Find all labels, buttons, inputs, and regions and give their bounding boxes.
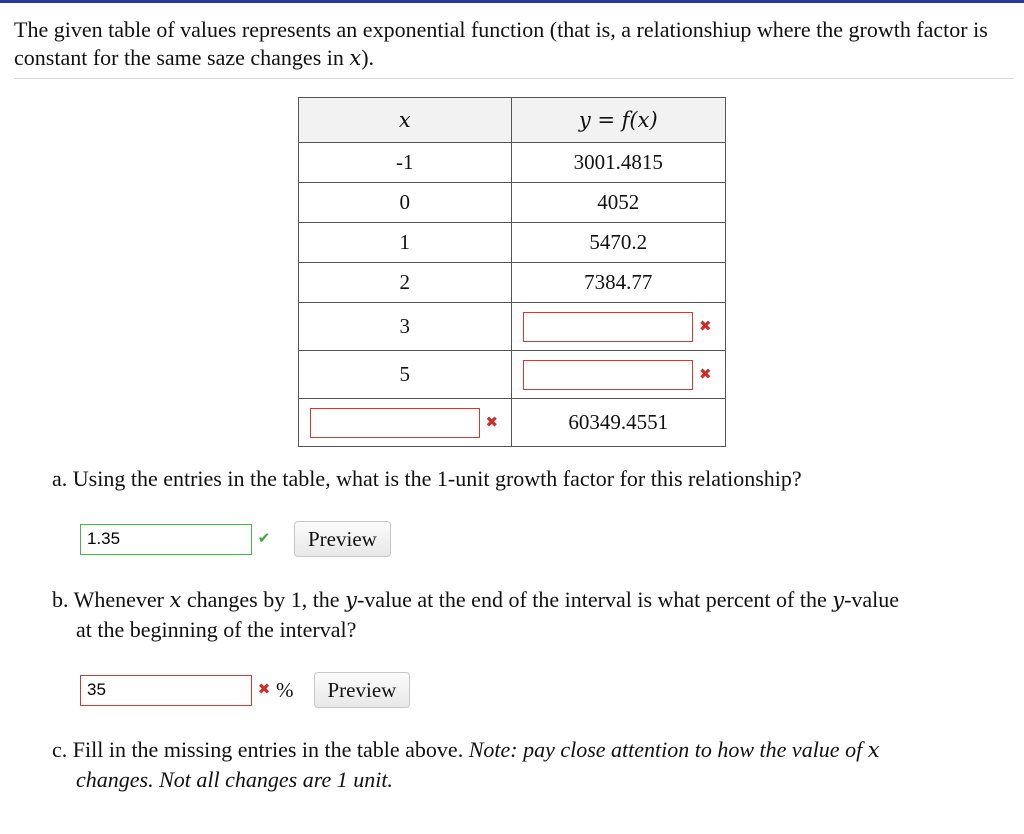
intro-var: x — [349, 46, 362, 70]
cross-icon: ✖ — [698, 318, 712, 335]
cell-y: 4052 — [511, 183, 725, 223]
cross-icon: ✖ — [485, 414, 499, 431]
answer-b-row — [80, 672, 410, 708]
header-x: x — [299, 98, 512, 143]
growth-factor-input[interactable] — [80, 524, 252, 555]
cell-y: 60349.4551 — [511, 399, 725, 447]
intro-text: The given table of values represents an exponential function (that is, a relationshiup where the growth factor is constant for the same saze changes in — [14, 17, 988, 70]
table-row — [299, 143, 726, 183]
top-rule — [0, 0, 1024, 3]
header-y: y = f(x) — [511, 98, 725, 143]
problem-intro — [14, 16, 1014, 79]
intro-text-end: ). — [361, 45, 375, 70]
table-row — [299, 183, 726, 223]
answer-wrap — [523, 312, 713, 342]
cell-y: 5470.2 — [511, 223, 725, 263]
cross-icon: ✖ — [257, 682, 271, 698]
table-row — [299, 223, 726, 263]
percent-unit: % — [276, 677, 294, 702]
question-b: b. Whenever x changes by 1, the y-value at the end of the interval is what percent of the y-value at the beginning of the interval? — [52, 587, 900, 642]
table-row — [299, 303, 726, 351]
table-row — [299, 263, 726, 303]
check-icon: ✔ — [257, 531, 271, 547]
answer-input-x-missing[interactable] — [310, 408, 480, 438]
cell-x: 5 — [299, 351, 512, 399]
answer-wrap — [523, 360, 713, 390]
preview-button-b[interactable]: Preview — [314, 672, 411, 708]
answer-a-row — [80, 521, 391, 557]
cell-x: 2 — [299, 263, 512, 303]
cell-y: 3001.4815 — [511, 143, 725, 183]
cell-x: 3 — [299, 303, 512, 351]
table-header-row — [299, 98, 726, 143]
answer-input-y-at-3[interactable] — [523, 312, 693, 342]
cross-icon: ✖ — [698, 366, 712, 383]
table-row — [299, 399, 726, 447]
answer-input-y-at-5[interactable] — [523, 360, 693, 390]
table-row — [299, 351, 726, 399]
cell-x: -1 — [299, 143, 512, 183]
question-a: a. Using the entries in the table, what is the 1-unit growth factor for this relationship? — [52, 466, 802, 491]
preview-button-a[interactable]: Preview — [294, 521, 391, 557]
answer-wrap — [310, 408, 500, 438]
question-c: c. Fill in the missing entries in the table above. Note: pay close attention to how the value of x changes. Not all changes are 1 unit. — [52, 737, 880, 792]
cell-x — [299, 399, 512, 447]
cell-x: 0 — [299, 183, 512, 223]
percent-input[interactable] — [80, 675, 252, 706]
cell-x: 1 — [299, 223, 512, 263]
cell-y — [511, 351, 725, 399]
cell-y — [511, 303, 725, 351]
values-table — [298, 97, 726, 447]
cell-y: 7384.77 — [511, 263, 725, 303]
